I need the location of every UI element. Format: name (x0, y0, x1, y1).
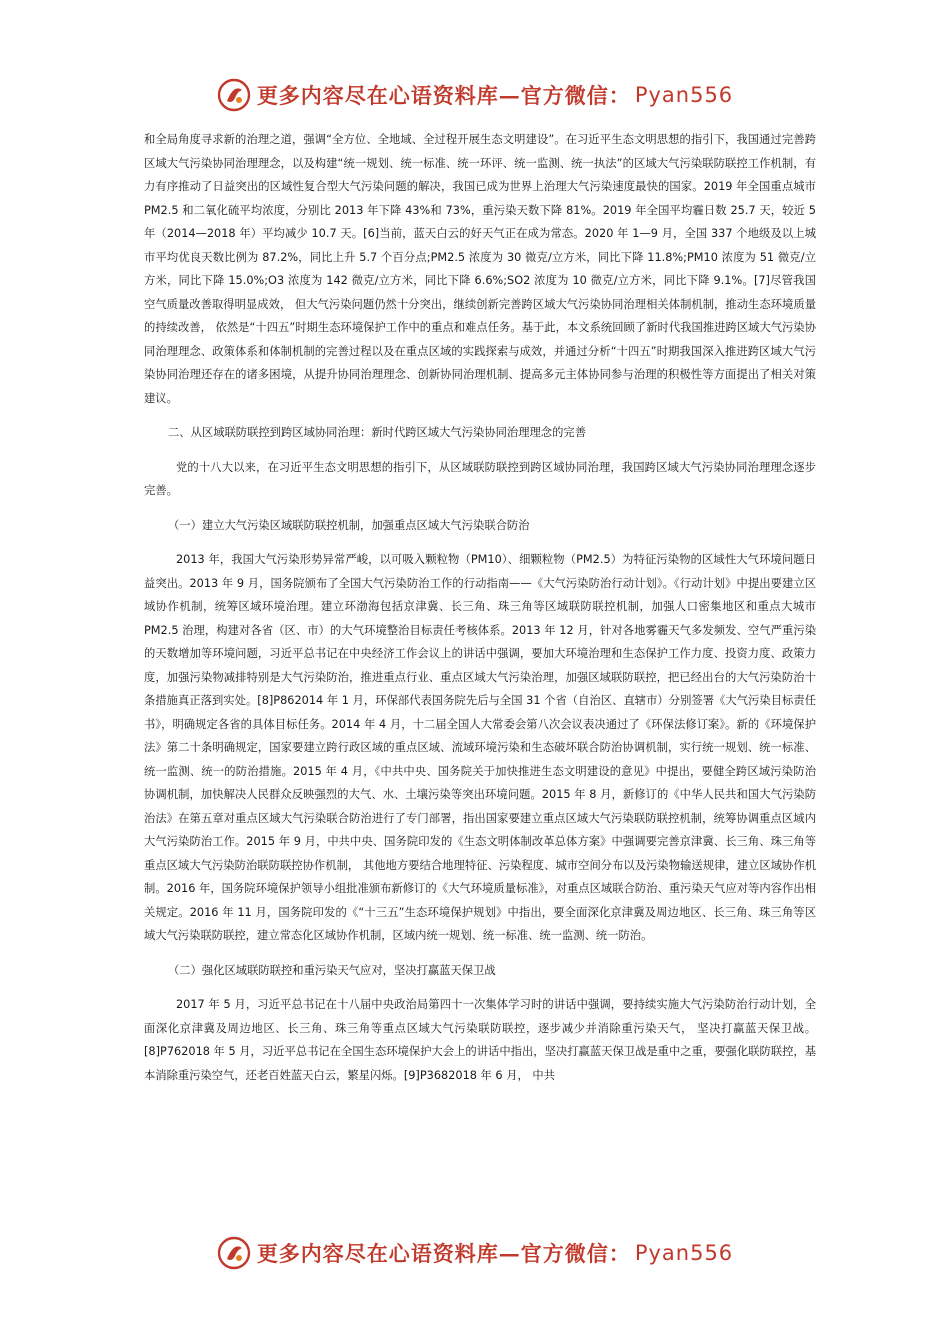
header-watermark-banner (0, 70, 950, 120)
watermark-text: 更多内容尽在心语资料库—官方微信： (256, 83, 631, 108)
paragraph-section-2-lead: 党的十八大以来，在习近平生态文明思想的指引下，从区域联防联控到跨区域协同治理，我国跨区域大气污染协同治理理念逐步完善。 (144, 460, 816, 497)
paragraph-subsection-1: 2013 年，我国大气污染形势异常严峻，以可吸入颗粒物（PM10）、细颗粒物（PM2.5）为特征污染物的区域性大气环境问题日益突出。2013 年 9 月，国务院颁布了全国大气污染防治工作的行动指南——《大气污染防治行动计划》。《行动计划》中提出要建立区域协作机制，统筹区域环境治理。建立环渤海包括京津冀、长三角、珠三角等区域联防联控机制，加强人口密集地区和重点大城市 PM2.5 治理，构建对各省（区、市）的大气环境整治目标责任考核体系。2013 年 12 月，针对各地雾霾天气多发频发、空气严重污染的天数增加等环境问题，习近平总书记在中央经济工作会议上的讲话中强调，要加大环境治理和生态保护工作力度、投资力度、政策力度，加强污染物减排特别是大气污染防治，推进重点行业、重点区域大气污染治理，加强区域联防联控，把已经出台的大气污染防治十条措施真正落到实处。[8]P862014 年 1 月，环保部代表国务院先后与全国 31 个省（自治区、直辖市）分别签署《大气污染目标责任书》，明确规定各省的具体目标任务。2014 年 4 月，十二届全国人大常委会第八次会议表决通过了《环保法修订案》。新的《环境保护法》第二十条明确规定，国家要建立跨行政区域的重点区域、流域环境污染和生态破坏联合防治协调机制，实行统一规划、统一标准、统一监测、统一的防治措施。2015 年 4 月，《中共中央、国务院关于加快推进生态文明建设的意见》中提出，要健全跨区域污染防治协调机制，加快解决人民群众反映强烈的大气、水、土壤污染等突出环境问题。2015 年 8 月，新修订的《中华人民共和国大气污染防治法》在第五章对重点区域大气污染联合防治进行了专门部署，指出国家要建立重点区域大气污染联防联控机制，统筹协调重点区域内大气污染防治工作。2015 年 9 月，中共中央、国务院印发的《生态文明体制改革总体方案》中强调要完善京津冀、长三角、珠三角等重点区域大气污染防治联防联控协作机制， 其他地方要结合地理特征、污染程度、城市空间分布以及污染物输送规律，建立区域协作机制。2016 年，国务院环境保护领导小组批准颁布新修订的《大气环境质量标准》，对重点区域联合防治、重污染天气应对等内容作出相关规定。2016 年 11 月，国务院印发的《“十三五”生态环境保护规划》中指出，要全面深化京津冀及周边地区、长三角、珠三角等区域大气污染联防联控，建立常态化区域协作机制，区域内统一规划、统一标准、统一监测、统一防治。 (144, 553, 816, 942)
subsection-heading-2: （二）强化区域联防联控和重污染天气应对，坚决打赢蓝天保卫战 (168, 963, 496, 977)
paragraph-subsection-2: 2017 年 5 月，习近平总书记在十八届中央政治局第四十一次集体学习时的讲话中强调，要持续实施大气污染防治行动计划，全面深化京津冀及周边地区、长三角、珠三角等重点区域大气污染联防联控，逐步减少并消除重污染天气， 坚决打赢蓝天保卫战。[8]P762018 年 5 月，习近平总书记在全国生态环境保护大会上的讲话中指出，坚决打赢蓝天保卫战是重中之重，要强化联防联控，基本消除重污染空气，还老百姓蓝天白云，繁星闪烁。[9]P3682018 年 6 月， 中共 (144, 998, 816, 1082)
watermark-wechat-id: Pyan556 (634, 83, 734, 107)
footer-watermark-banner (0, 1228, 950, 1278)
subsection-heading-1: （一）建立大气污染区域联防联控机制，加强重点区域大气污染联合防治 (168, 518, 530, 532)
watermark-text: 更多内容尽在心语资料库—官方微信： (256, 1241, 631, 1266)
section-heading-2: 二、从区域联防联控到跨区域协同治理：新时代跨区域大气污染协同治理理念的完善 (168, 426, 586, 439)
brand-logo-icon (217, 1236, 251, 1270)
brand-logo-icon (217, 78, 251, 112)
watermark-wechat-id: Pyan556 (634, 1241, 734, 1265)
paragraph-intro: 和全局角度寻求新的治理之道，强调“全方位、全地域、全过程开展生态文明建设”。在习近平生态文明思想的指引下，我国通过完善跨区域大气污染协同治理理念，以及构建“统一规划、统一标准、统一环评、统一监测、统一执法”的区域大气污染联防联控工作机制，有力有序推动了日益突出的区域性复合型大气污染问题的解决，我国已成为世界上治理大气污染速度最快的国家。2019 年全国重点城市 PM2.5 和二氧化硫平均浓度，分别比 2013 年下降 43%和 73%，重污染天数下降 81%。2019 年全国平均霾日数 25.7 天，较近 5 年（2014—2018 年）平均减少 10.7 天。[6]当前，蓝天白云的好天气正在成为常态。2020 年 1—9 月，全国 337 个地级及以上城市平均优良天数比例为 87.2%，同比上升 5.7 个百分点;PM2.5 浓度为 30 微克/立方米，同比下降 11.8%;PM10 浓度为 51 微克/立方米，同比下降 15.0%;O3 浓度为 142 微克/立方米，同比下降 6.6%;SO2 浓度为 10 微克/立方米，同比下降 9.1%。[7]尽管我国空气质量改善取得明显成效， 但大气污染问题仍然十分突出，继续创新完善跨区域大气污染协同治理相关体制机制，推动生态环境质量的持续改善， 依然是“十四五”时期生态环境保护工作中的重点和难点任务。基于此，本文系统回顾了新时代我国推进跨区域大气污染协同治理理念、政策体系和体制机制的完善过程以及在重点区域的实践探索与成效，并通过分析“十四五”时期我国深入推进跨区域大气污染协同治理还存在的诸多困境，从提升协同治理理念、创新协同治理机制、提高多元主体协同参与治理的积极性等方面提出了相关对策建议。 (144, 133, 816, 405)
article-body (144, 128, 816, 1087)
